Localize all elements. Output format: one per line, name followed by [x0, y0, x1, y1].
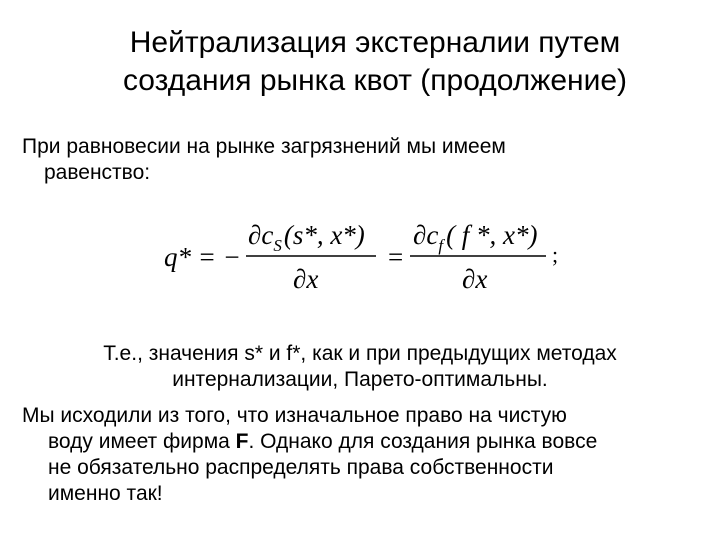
formula-equals: =	[388, 242, 404, 272]
equilibrium-formula	[160, 204, 580, 304]
conclusion-line-1: Т.е., значения s* и f*, как и при предыдущих методах	[103, 342, 617, 365]
note-line-2	[22, 429, 702, 455]
firm-f-label: F	[235, 430, 249, 453]
intro-line-1: При равновесии на рынке загрязнений мы имеем	[22, 135, 506, 158]
note-line-2-end: . Однако для создания рынка вовсе	[248, 430, 598, 453]
title-line-1: Нейтрализация экстерналии путем	[129, 26, 621, 59]
intro-line-2: равенство:	[44, 161, 151, 184]
formula-svg	[160, 204, 580, 304]
formula-numerator-1: $\partial c_S(s*$, x*)	[248, 220, 365, 255]
note-line-3: не обязательно распределять права собственности	[48, 456, 554, 479]
slide-title	[60, 24, 690, 100]
formula-denominator-2: ∂x	[462, 264, 488, 294]
formula-denominator-1: ∂x	[293, 264, 319, 294]
note-paragraph	[22, 403, 702, 507]
formula-semicolon: ;	[552, 242, 559, 267]
note-line-1: Мы исходили из того, что изначальное право на чистую	[22, 404, 567, 427]
title-line-2: создания рынка квот (продолжение)	[122, 64, 628, 97]
intro-paragraph	[22, 134, 682, 186]
note-line-2-start: воду имеет фирма	[48, 430, 236, 453]
formula-numerator-2: $\partial c_f$ ( f *, x*)	[413, 220, 538, 255]
note-line-4: именно так!	[48, 482, 163, 505]
conclusion-line-2: интернализации, Парето-оптимальны.	[172, 368, 548, 391]
formula-lhs: q* = −	[164, 242, 241, 272]
conclusion-paragraph	[0, 341, 720, 393]
